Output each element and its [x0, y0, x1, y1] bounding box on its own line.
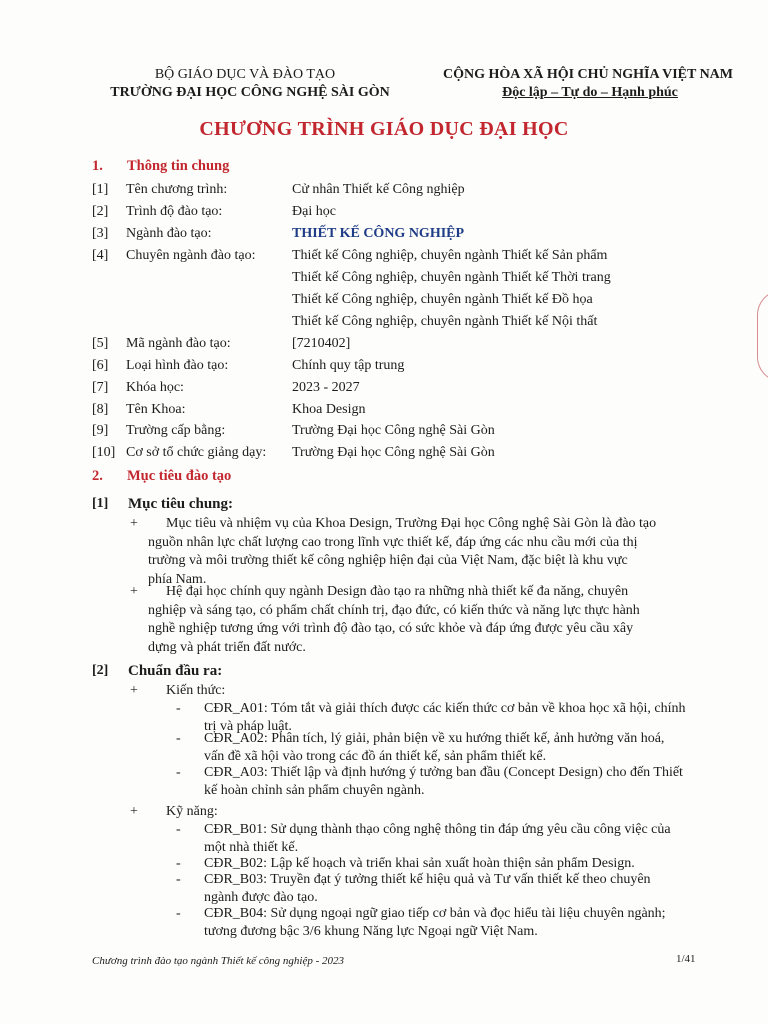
section-title: Mục tiêu đào tạo: [127, 468, 232, 484]
dash-bullet: -: [176, 701, 181, 716]
page-number: 1/41: [676, 953, 696, 965]
row-value: [7210402]: [292, 336, 351, 351]
row-value: Đại học: [292, 204, 336, 219]
row-label: Chuyên ngành đào tạo:: [126, 248, 256, 263]
row-label: Loại hình đào tạo:: [126, 358, 229, 373]
plus-bullet: +: [130, 516, 138, 531]
row-index: [6]: [92, 358, 109, 373]
row-value: Chính quy tập trung: [292, 358, 405, 373]
outcome-line: ngành được đào tạo.: [204, 890, 318, 905]
ministry-name: BỘ GIÁO DỤC VÀ ĐÀO TẠO: [154, 67, 336, 82]
skills-label: Kỹ năng:: [166, 804, 218, 819]
dash-bullet: -: [176, 765, 181, 780]
document-title: CHƯƠNG TRÌNH GIÁO DỤC ĐẠI HỌC: [199, 118, 569, 140]
row-index: [10]: [92, 445, 116, 460]
outcomes-heading: Chuẩn đầu ra:: [128, 663, 223, 679]
section-number: 1.: [92, 158, 103, 174]
dash-bullet: -: [176, 731, 181, 746]
row-label: Mã ngành đào tạo:: [126, 336, 231, 351]
row-index: [8]: [92, 402, 109, 417]
plus-bullet: +: [130, 584, 138, 599]
row-value: THIẾT KẾ CÔNG NGHIỆP: [292, 226, 465, 241]
row-value: Thiết kế Công nghiệp, chuyên ngành Thiết kế Nội thất: [292, 314, 598, 329]
row-index: [1]: [92, 182, 109, 197]
knowledge-label: Kiến thức:: [166, 683, 226, 698]
info-row: [92, 312, 692, 332]
outcome-line: CĐR_B02: Lập kế hoạch và triển khai sản xuất hoàn thiện sản phẩm Design.: [204, 856, 635, 871]
national-motto: Độc lập – Tự do – Hạnh phúc: [502, 85, 678, 100]
republic-name: CỘNG HÒA XÃ HỘI CHỦ NGHĨA VIỆT NAM: [442, 67, 733, 82]
objective-line: Hệ đại học chính quy ngành Design đào tạo ra những nhà thiết kế đa năng, chuyên: [166, 584, 629, 599]
objective-line: nghề nghiệp tương ứng với trình độ đào tạo, có sức khỏe và đáp ứng được yêu cầu xây: [148, 621, 634, 636]
outcome-line: trị và pháp luật.: [204, 719, 292, 734]
row-label: Trình độ đào tạo:: [126, 204, 223, 219]
outcomes-index: [2]: [92, 663, 109, 678]
row-index: [9]: [92, 423, 109, 438]
section-number: 2.: [92, 468, 103, 484]
row-index: [2]: [92, 204, 109, 219]
objective-line: phía Nam.: [148, 571, 207, 587]
info-row: [92, 246, 692, 266]
objective-line: nguồn nhân lực chất lượng cao trong lĩnh vực thiết kế, đáp ứng các nhu cầu mới của thị: [148, 534, 638, 550]
row-index: [7]: [92, 380, 109, 395]
outcome-line: CĐR_A03: Thiết lập và định hướng ý tưởng ban đầu (Concept Design) cho đến Thiết: [204, 765, 683, 780]
row-label: Trường cấp bằng:: [126, 423, 226, 438]
info-row: [92, 334, 692, 354]
objective-line: nghiệp và sáng tạo, có phẩm chất chính trị, đạo đức, có kiến thức và năng lực thực hành: [148, 602, 640, 618]
dash-bullet: -: [176, 906, 181, 921]
info-row: [92, 400, 692, 420]
dash-bullet: -: [176, 822, 181, 837]
outcome-line: kế hoàn chỉnh sản phẩm chuyên ngành.: [204, 783, 425, 798]
row-value: Thiết kế Công nghiệp, chuyên ngành Thiết kế Sản phẩm: [292, 248, 608, 263]
outcome-line: CĐR_B01: Sử dụng thành thạo công nghệ thông tin đáp ứng yêu cầu công việc của: [204, 822, 671, 837]
info-row: [92, 202, 692, 222]
general-objective-index: [1]: [92, 496, 109, 511]
outcome-line: một nhà thiết kế.: [204, 840, 299, 855]
outcome-line: CĐR_B04: Sử dụng ngoại ngữ giao tiếp cơ bản và đọc hiểu tài liệu chuyên ngành;: [204, 906, 666, 921]
section-title: Thông tin chung: [127, 158, 230, 174]
seal-edge: [757, 290, 768, 382]
dash-bullet: -: [176, 872, 181, 887]
footer-text: Chương trình đào tạo ngành Thiết kế công nghiệp - 2023: [92, 955, 345, 967]
row-value: Thiết kế Công nghiệp, chuyên ngành Thiết kế Đồ họa: [292, 292, 593, 307]
row-value: Trường Đại học Công nghệ Sài Gòn: [292, 445, 495, 460]
row-value: Thiết kế Công nghiệp, chuyên ngành Thiết kế Thời trang: [292, 270, 611, 285]
row-label: Khóa học:: [126, 380, 184, 395]
info-row: [92, 224, 692, 244]
objective-line: dựng và phát triển đất nước.: [148, 639, 306, 655]
row-index: [4]: [92, 248, 109, 263]
info-row: [92, 443, 692, 463]
objective-line: Mục tiêu và nhiệm vụ của Khoa Design, Trường Đại học Công nghệ Sài Gòn là đào tạo: [166, 516, 657, 531]
plus-bullet: +: [130, 683, 138, 698]
outcome-line: CĐR_A02: Phân tích, lý giải, phản biện về xu hướng thiết kế, ảnh hưởng văn hoá,: [204, 731, 665, 746]
row-label: Ngành đào tạo:: [126, 226, 212, 241]
info-row: [92, 356, 692, 376]
row-value: Cử nhân Thiết kế Công nghiệp: [292, 182, 465, 197]
outcome-line: tương đương bậc 3/6 khung Năng lực Ngoại ngữ Việt Nam.: [204, 924, 538, 939]
objective-line: trường và môi trường thiết kế công nghiệp hiện đại của Việt Nam, đặc biệt là khu vực: [148, 553, 628, 568]
university-name: TRƯỜNG ĐẠI HỌC CÔNG NGHỆ SÀI GÒN: [110, 85, 390, 100]
info-row: [92, 180, 692, 200]
row-label: Tên chương trình:: [126, 182, 228, 197]
row-value: Trường Đại học Công nghệ Sài Gòn: [292, 423, 495, 438]
row-index: [3]: [92, 226, 109, 241]
info-row: [92, 378, 692, 398]
info-row: [92, 421, 692, 441]
row-value: 2023 - 2027: [292, 380, 360, 395]
row-value: Khoa Design: [292, 402, 366, 417]
plus-bullet: +: [130, 804, 138, 819]
info-row: [92, 268, 692, 288]
outcome-line: vấn đề xã hội vào trong các đồ án thiết kế, sản phẩm thiết kế.: [204, 749, 547, 764]
outcome-line: CĐR_A01: Tóm tắt và giải thích được các kiến thức cơ bản về khoa học xã hội, chính: [204, 701, 686, 716]
general-objective-heading: Mục tiêu chung:: [128, 496, 233, 512]
row-index: [5]: [92, 336, 109, 351]
dash-bullet: -: [176, 856, 181, 871]
row-label: Tên Khoa:: [126, 402, 186, 417]
row-label: Cơ sở tổ chức giảng dạy:: [126, 445, 267, 460]
info-row: [92, 290, 692, 310]
outcome-line: CĐR_B03: Truyền đạt ý tưởng thiết kế hiệu quả và Tư vấn thiết kế theo chuyên: [204, 872, 651, 887]
